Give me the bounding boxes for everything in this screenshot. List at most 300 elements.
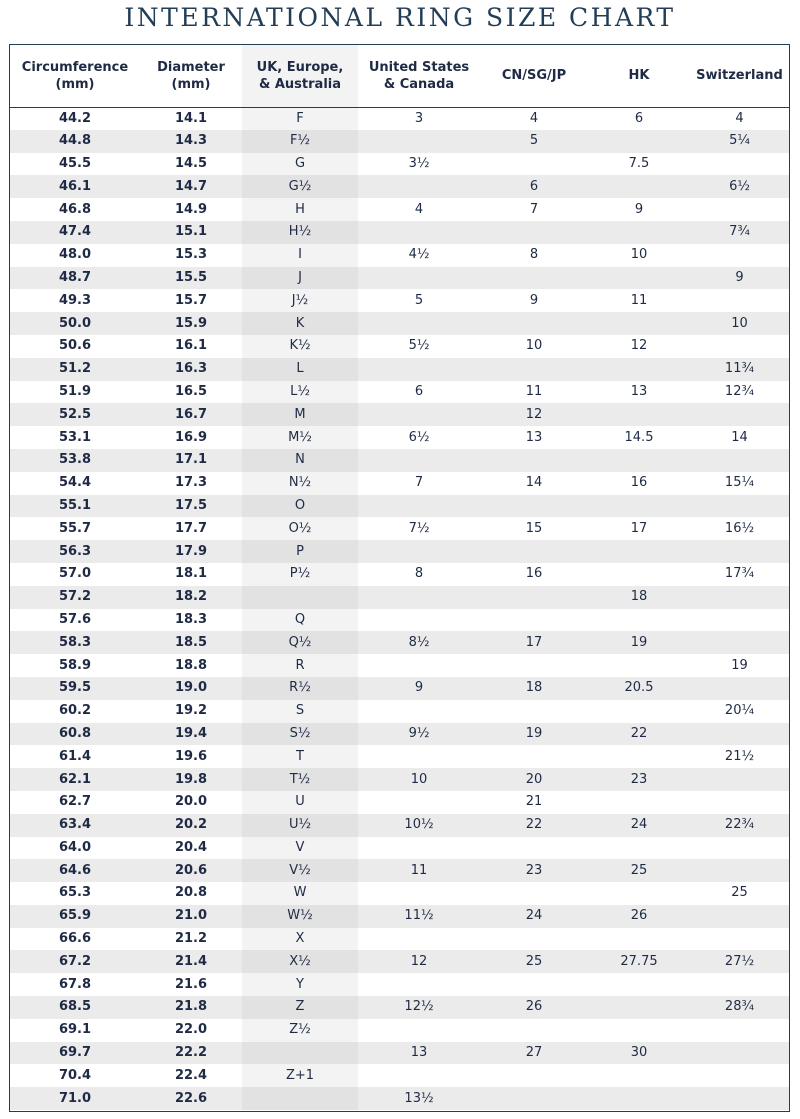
cell-hk: [588, 540, 690, 563]
cell-cn-sg-jp: [480, 745, 588, 768]
cell-us: [358, 700, 480, 723]
cell-cn-sg-jp: [480, 312, 588, 335]
cell-hk: [588, 996, 690, 1019]
table-row: [10, 723, 789, 746]
table-row: [10, 882, 789, 905]
cell-switzerland: [690, 1042, 789, 1065]
table-row: [10, 540, 789, 563]
cell-circumference: 71.0: [10, 1087, 140, 1110]
cell-cn-sg-jp: 25: [480, 950, 588, 973]
table-row: [10, 426, 789, 449]
cell-cn-sg-jp: [480, 153, 588, 176]
cell-diameter: 17.1: [140, 449, 242, 472]
cell-diameter: 22.0: [174, 1022, 208, 1038]
cell-hk: 30: [588, 1042, 690, 1065]
cell-hk: [588, 130, 690, 153]
cell-hk: 7.5: [628, 155, 650, 171]
cell-diameter: 19.6: [174, 748, 208, 764]
cell-circumference: 58.9: [58, 657, 92, 673]
table-row: [10, 814, 789, 837]
cell-circumference: 51.2: [10, 358, 140, 381]
cell-hk: [588, 928, 690, 951]
cell-circumference: 62.1: [10, 768, 140, 791]
cell-switzerland: [690, 928, 789, 951]
cell-switzerland: 20¼: [724, 703, 755, 719]
cell-hk: 10: [630, 247, 648, 263]
table-row: [10, 837, 789, 860]
cell-circumference: 59.5: [10, 677, 140, 700]
cell-uk: U½: [242, 814, 358, 837]
cell-switzerland: 17¾: [724, 566, 755, 582]
cell-uk: V: [242, 837, 358, 860]
table-row: [10, 996, 789, 1019]
cell-us: 13: [358, 1042, 480, 1065]
table-row: [10, 175, 789, 198]
cell-hk: 23: [588, 768, 690, 791]
cell-switzerland: 7¾: [690, 221, 789, 244]
cell-us: 9: [358, 677, 480, 700]
cell-switzerland: 9: [690, 267, 789, 290]
cell-circumference: 53.1: [58, 429, 92, 445]
cell-diameter: 20.6: [140, 859, 242, 882]
cell-diameter: 20.0: [174, 794, 208, 810]
table-row: [10, 950, 789, 973]
cell-circumference: 66.6: [58, 931, 92, 947]
cell-uk: N: [242, 449, 358, 472]
cell-diameter: 19.8: [140, 768, 242, 791]
cell-uk: [242, 1087, 358, 1110]
cell-cn-sg-jp: 15: [525, 520, 543, 536]
cell-circumference: 68.5: [10, 996, 140, 1019]
page-title: INTERNATIONAL RING SIZE CHART: [124, 3, 676, 32]
cell-us: [358, 928, 480, 951]
cell-hk: 27.75: [588, 950, 690, 973]
cell-switzerland: [690, 973, 789, 996]
cell-switzerland: [690, 859, 789, 882]
cell-circumference: 45.5: [58, 155, 92, 171]
table-body: [10, 107, 789, 1110]
cell-cn-sg-jp: 22: [480, 814, 588, 837]
header-uk-europe-australia: UK, Europe, & Australia: [242, 45, 358, 107]
cell-diameter: 18.2: [140, 586, 242, 609]
cell-switzerland: 4: [735, 110, 744, 126]
cell-cn-sg-jp: 18: [480, 677, 588, 700]
cell-switzerland: [690, 289, 789, 312]
cell-uk: T: [242, 745, 358, 768]
cell-circumference: 63.4: [10, 814, 140, 837]
cell-cn-sg-jp: [480, 586, 588, 609]
cell-circumference: 67.2: [10, 950, 140, 973]
cell-us: 11: [358, 859, 480, 882]
table-row: [10, 1087, 789, 1110]
cell-switzerland: [690, 244, 789, 267]
cell-cn-sg-jp: 13: [525, 429, 543, 445]
cell-hk: 11: [630, 292, 648, 308]
cell-us: [358, 130, 480, 153]
cell-cn-sg-jp: [480, 928, 588, 951]
table-row: [10, 631, 789, 654]
cell-switzerland: [690, 1087, 789, 1110]
cell-circumference: 60.8: [10, 723, 140, 746]
cell-cn-sg-jp: [480, 358, 588, 381]
table-row: [10, 403, 789, 426]
cell-diameter: 18.5: [140, 631, 242, 654]
cell-hk: 25: [588, 859, 690, 882]
cell-cn-sg-jp: [480, 267, 588, 290]
cell-us: 13½: [358, 1087, 480, 1110]
cell-hk: 14.5: [624, 429, 654, 445]
cell-uk: S½: [242, 723, 358, 746]
cell-switzerland: [690, 837, 789, 860]
cell-circumference: 55.7: [58, 520, 92, 536]
cell-us: [358, 1064, 480, 1087]
cell-diameter: 15.9: [140, 312, 242, 335]
cell-circumference: 67.8: [58, 976, 92, 992]
header-diameter: Diameter (mm): [140, 45, 242, 107]
cell-diameter: 21.4: [140, 950, 242, 973]
cell-diameter: 20.2: [140, 814, 242, 837]
cell-circumference: 69.7: [10, 1042, 140, 1065]
cell-circumference: 46.1: [10, 175, 140, 198]
cell-us: [358, 449, 480, 472]
ring-size-table: [10, 45, 789, 1110]
cell-switzerland: 12¾: [724, 383, 755, 399]
cell-cn-sg-jp: 9: [529, 292, 539, 308]
cell-hk: [588, 495, 690, 518]
cell-circumference: 55.1: [10, 495, 140, 518]
cell-us: [358, 312, 480, 335]
cell-us: 3: [414, 110, 424, 126]
cell-hk: 22: [588, 723, 690, 746]
cell-circumference: 65.9: [10, 905, 140, 928]
table-row: [10, 267, 789, 290]
cell-circumference: 53.8: [10, 449, 140, 472]
table-row: [10, 563, 789, 586]
cell-switzerland: [690, 723, 789, 746]
cell-diameter: 19.2: [174, 703, 208, 719]
cell-switzerland: 16½: [724, 520, 755, 536]
table-row: [10, 472, 789, 495]
table-row: [10, 335, 789, 358]
cell-circumference: 65.3: [58, 885, 92, 901]
cell-diameter: 16.7: [140, 403, 242, 426]
cell-circumference: 49.3: [58, 292, 92, 308]
table-row: [10, 130, 789, 153]
cell-cn-sg-jp: 27: [480, 1042, 588, 1065]
table-row: [10, 153, 789, 176]
cell-diameter: 16.1: [174, 338, 208, 354]
cell-circumference: 57.6: [58, 611, 92, 627]
cell-diameter: 14.9: [174, 201, 208, 217]
cell-uk: L½: [242, 381, 358, 404]
cell-uk: J½: [242, 289, 358, 312]
cell-us: 11½: [358, 905, 480, 928]
cell-us: 6: [414, 383, 424, 399]
cell-diameter: 21.0: [140, 905, 242, 928]
cell-cn-sg-jp: 6: [480, 175, 588, 198]
cell-hk: 20.5: [588, 677, 690, 700]
cell-us: 12½: [358, 996, 480, 1019]
table-row: [10, 654, 789, 677]
cell-diameter: 19.0: [140, 677, 242, 700]
cell-cn-sg-jp: 17: [480, 631, 588, 654]
cell-uk: J: [242, 267, 358, 290]
cell-diameter: 21.8: [140, 996, 242, 1019]
table-row: [10, 745, 789, 768]
cell-diameter: 22.6: [140, 1087, 242, 1110]
cell-uk: U: [242, 791, 358, 814]
cell-circumference: 57.0: [58, 566, 92, 582]
cell-cn-sg-jp: 5: [480, 130, 588, 153]
cell-cn-sg-jp: [480, 1064, 588, 1087]
cell-hk: [588, 745, 690, 768]
table-row: [10, 1019, 789, 1042]
cell-uk: O½: [242, 517, 358, 540]
cell-diameter: 17.5: [140, 495, 242, 518]
cell-hk: [588, 449, 690, 472]
cell-switzerland: [690, 1064, 789, 1087]
table-row: [10, 312, 789, 335]
cell-us: 12: [358, 950, 480, 973]
cell-hk: 17: [630, 520, 648, 536]
cell-diameter: 18.1: [174, 566, 208, 582]
cell-hk: 16: [630, 475, 648, 491]
cell-circumference: 62.7: [58, 794, 92, 810]
cell-hk: [588, 609, 690, 632]
cell-circumference: 51.9: [58, 383, 92, 399]
table-row: [10, 928, 789, 951]
cell-uk: W½: [242, 905, 358, 928]
cell-uk: X½: [242, 950, 358, 973]
cell-circumference: 46.8: [58, 201, 92, 217]
cell-diameter: 14.3: [140, 130, 242, 153]
header-circumference: Circumference (mm): [10, 45, 140, 107]
cell-uk: Y: [242, 973, 358, 996]
cell-us: 8½: [358, 631, 480, 654]
cell-us: 7: [414, 475, 424, 491]
cell-cn-sg-jp: [480, 1087, 588, 1110]
table-row: [10, 221, 789, 244]
cell-uk: L: [242, 358, 358, 381]
cell-uk: G½: [242, 175, 358, 198]
cell-circumference: 52.5: [10, 403, 140, 426]
cell-switzerland: [690, 631, 789, 654]
cell-diameter: 21.6: [174, 976, 208, 992]
cell-uk: S: [242, 700, 358, 723]
cell-cn-sg-jp: 16: [525, 566, 543, 582]
cell-uk: X: [242, 928, 358, 951]
cell-cn-sg-jp: 24: [480, 905, 588, 928]
cell-cn-sg-jp: 21: [525, 794, 543, 810]
cell-circumference: 56.3: [10, 540, 140, 563]
cell-switzerland: 22¾: [690, 814, 789, 837]
cell-uk: V½: [242, 859, 358, 882]
cell-us: [358, 267, 480, 290]
cell-hk: [588, 973, 690, 996]
cell-uk: H½: [242, 221, 358, 244]
cell-circumference: 61.4: [58, 748, 92, 764]
ring-size-table-container: [9, 44, 790, 1112]
cell-us: [358, 586, 480, 609]
cell-hk: 9: [634, 201, 644, 217]
cell-uk: [242, 1042, 358, 1065]
cell-us: 4½: [408, 247, 430, 263]
table-row: [10, 905, 789, 928]
cell-diameter: 22.2: [140, 1042, 242, 1065]
table-row: [10, 768, 789, 791]
cell-us: [358, 175, 480, 198]
cell-diameter: 16.3: [140, 358, 242, 381]
cell-circumference: 60.2: [58, 703, 92, 719]
cell-cn-sg-jp: [480, 540, 588, 563]
cell-diameter: 14.1: [174, 110, 208, 126]
cell-switzerland: 28¾: [690, 996, 789, 1019]
cell-diameter: 17.3: [174, 475, 208, 491]
cell-switzerland: 6½: [690, 175, 789, 198]
cell-hk: 19: [588, 631, 690, 654]
cell-hk: [588, 882, 690, 905]
cell-uk: [242, 586, 358, 609]
cell-us: [358, 837, 480, 860]
cell-cn-sg-jp: [480, 700, 588, 723]
cell-cn-sg-jp: [480, 449, 588, 472]
cell-uk: Z½: [242, 1019, 358, 1042]
cell-diameter: 18.8: [174, 657, 208, 673]
cell-uk: M: [242, 403, 358, 426]
cell-cn-sg-jp: 4: [529, 110, 539, 126]
cell-circumference: 64.6: [10, 859, 140, 882]
cell-circumference: 57.2: [10, 586, 140, 609]
cell-circumference: 70.4: [58, 1067, 92, 1083]
cell-uk: P½: [242, 563, 358, 586]
cell-hk: [588, 267, 690, 290]
cell-us: 5: [414, 292, 424, 308]
cell-us: 9½: [358, 723, 480, 746]
table-row: [10, 244, 789, 267]
cell-hk: [588, 700, 690, 723]
cell-us: 8: [414, 566, 424, 582]
table-row: [10, 449, 789, 472]
cell-switzerland: [690, 540, 789, 563]
cell-us: 6½: [408, 429, 430, 445]
cell-us: [358, 654, 480, 677]
cell-uk: F: [242, 107, 358, 130]
cell-circumference: 44.8: [10, 130, 140, 153]
cell-diameter: 15.1: [140, 221, 242, 244]
header-cn-sg-jp: CN/SG/JP: [480, 45, 588, 107]
cell-switzerland: [690, 495, 789, 518]
cell-hk: [588, 358, 690, 381]
cell-cn-sg-jp: 10: [525, 338, 543, 354]
cell-diameter: 22.4: [174, 1067, 208, 1083]
cell-switzerland: 19: [731, 657, 748, 673]
cell-diameter: 17.9: [140, 540, 242, 563]
cell-us: [358, 882, 480, 905]
cell-switzerland: [690, 153, 789, 176]
cell-circumference: 48.7: [10, 267, 140, 290]
cell-cn-sg-jp: [480, 609, 588, 632]
cell-hk: 12: [630, 338, 648, 354]
cell-cn-sg-jp: [480, 882, 588, 905]
cell-diameter: 21.2: [174, 931, 208, 947]
cell-circumference: 54.4: [58, 475, 92, 491]
cell-uk: Z: [242, 996, 358, 1019]
cell-switzerland: [690, 449, 789, 472]
table-row: [10, 107, 789, 130]
cell-cn-sg-jp: 19: [480, 723, 588, 746]
cell-switzerland: [690, 677, 789, 700]
header-switzerland: Switzerland: [690, 45, 789, 107]
cell-cn-sg-jp: [480, 973, 588, 996]
cell-switzerland: 11¾: [690, 358, 789, 381]
cell-switzerland: [690, 1019, 789, 1042]
table-row: [10, 609, 789, 632]
cell-cn-sg-jp: 8: [529, 247, 539, 263]
cell-uk: T½: [242, 768, 358, 791]
table-row: [10, 1064, 789, 1087]
cell-us: 5½: [408, 338, 430, 354]
cell-switzerland: [690, 791, 789, 814]
cell-uk: O: [242, 495, 358, 518]
cell-cn-sg-jp: [480, 837, 588, 860]
cell-uk: M½: [242, 426, 358, 449]
cell-cn-sg-jp: 7: [529, 201, 539, 217]
cell-cn-sg-jp: [480, 654, 588, 677]
cell-switzerland: [690, 905, 789, 928]
cell-uk: R½: [242, 677, 358, 700]
table-row: [10, 677, 789, 700]
table-row: [10, 289, 789, 312]
cell-hk: 18: [588, 586, 690, 609]
cell-us: [358, 403, 480, 426]
cell-us: 4: [414, 201, 424, 217]
cell-diameter: 17.7: [174, 520, 208, 536]
cell-hk: [588, 1019, 690, 1042]
cell-diameter: 19.4: [140, 723, 242, 746]
table-row: [10, 700, 789, 723]
cell-uk: R: [242, 654, 358, 677]
cell-uk: P: [242, 540, 358, 563]
cell-cn-sg-jp: 20: [480, 768, 588, 791]
cell-us: [358, 358, 480, 381]
cell-circumference: 69.1: [58, 1022, 92, 1038]
table-row: [10, 381, 789, 404]
cell-diameter: 18.3: [174, 611, 208, 627]
cell-us: 3½: [408, 155, 430, 171]
cell-us: 10: [358, 768, 480, 791]
cell-diameter: 15.5: [140, 267, 242, 290]
cell-us: [358, 609, 480, 632]
table-row: [10, 859, 789, 882]
cell-hk: [588, 312, 690, 335]
table-row: [10, 791, 789, 814]
cell-us: [358, 221, 480, 244]
cell-hk: [588, 175, 690, 198]
cell-cn-sg-jp: [480, 221, 588, 244]
cell-us: [358, 791, 480, 814]
table-row: [10, 198, 789, 221]
cell-uk: H: [242, 198, 358, 221]
cell-uk: F½: [242, 130, 358, 153]
table-row: [10, 495, 789, 518]
cell-diameter: 16.9: [174, 429, 208, 445]
cell-hk: [588, 221, 690, 244]
cell-hk: 26: [588, 905, 690, 928]
cell-hk: [588, 403, 690, 426]
cell-diameter: 14.5: [174, 155, 208, 171]
cell-hk: [588, 1087, 690, 1110]
cell-us: [358, 495, 480, 518]
